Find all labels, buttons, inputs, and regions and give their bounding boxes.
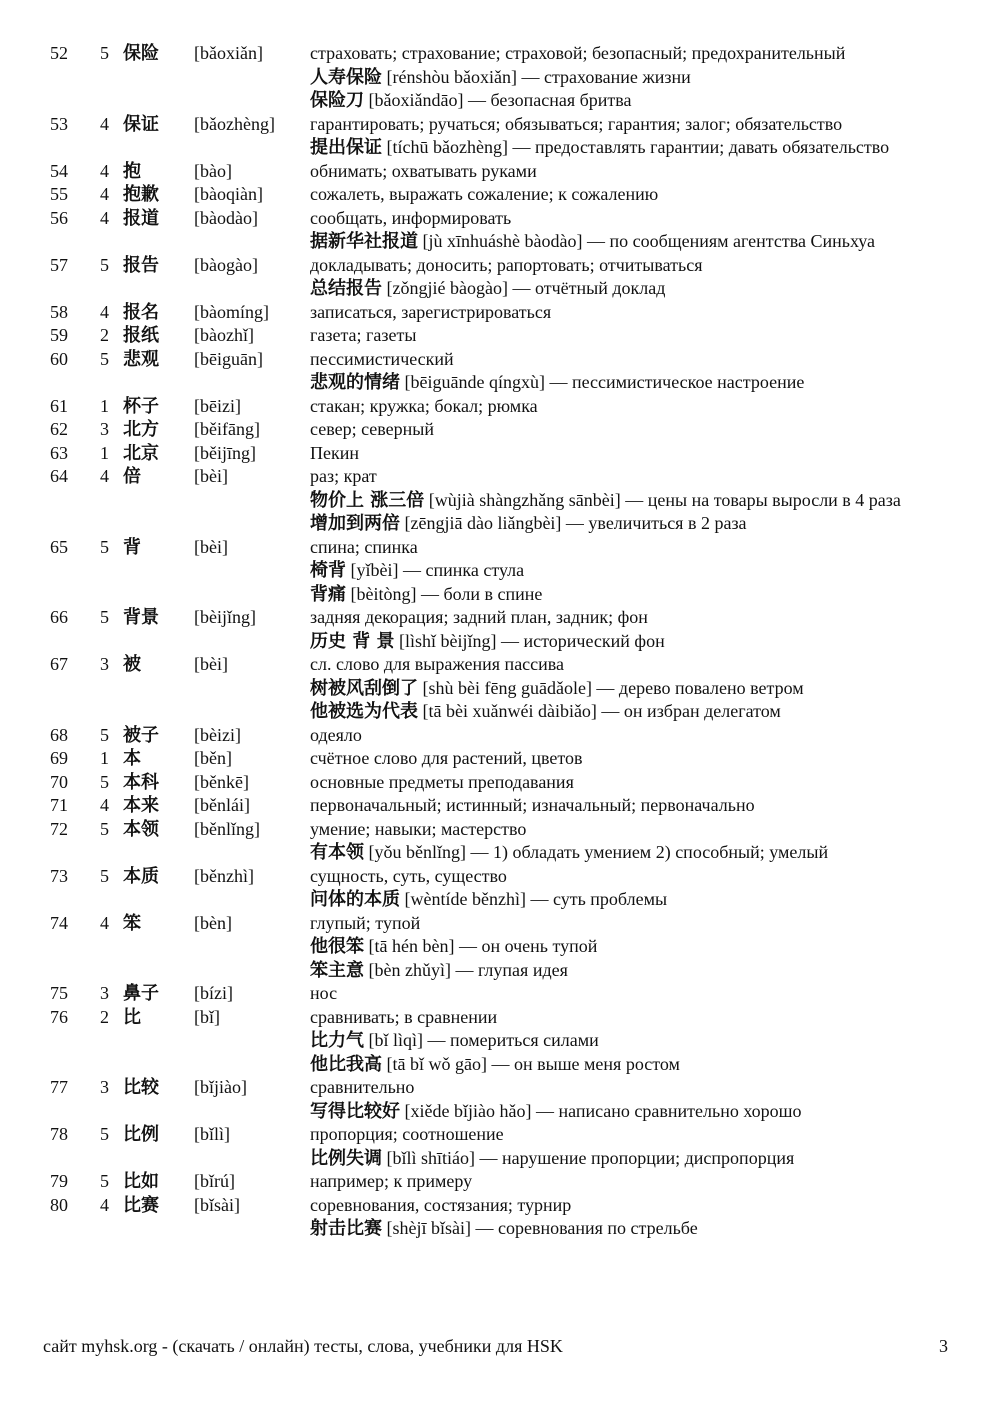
example-hanzi: 他比我高 bbox=[310, 1053, 382, 1075]
vocabulary-entry bbox=[0, 442, 990, 466]
entry-definition: докладывать; доносить; рапортовать; отчитываться bbox=[310, 254, 703, 275]
entry-definition: сущность, суть, существо bbox=[310, 865, 507, 886]
example-hanzi: 他被选为代表 bbox=[310, 701, 418, 722]
entry-pinyin: [bǐlì] bbox=[194, 1124, 230, 1144]
entry-definition: обнимать; охватывать руками bbox=[310, 160, 537, 181]
hsk-level: 4 bbox=[100, 207, 109, 228]
entry-number: 57 bbox=[50, 254, 68, 275]
entry-pinyin: [bǐjiào] bbox=[194, 1077, 247, 1097]
vocabulary-entry bbox=[0, 724, 990, 748]
entry-definition-block bbox=[310, 912, 940, 983]
entry-definition-block bbox=[310, 747, 940, 771]
example-hanzi: 背痛 bbox=[310, 583, 346, 605]
example-translation: [bèn zhǔyì] — глупая идея bbox=[364, 959, 568, 980]
example-hanzi: 比力气 bbox=[310, 1030, 364, 1051]
usage-example bbox=[310, 230, 940, 254]
entry-pinyin: [bèn] bbox=[194, 912, 232, 933]
usage-example bbox=[310, 136, 940, 160]
vocabulary-entry bbox=[0, 324, 990, 348]
entry-definition-block bbox=[310, 301, 940, 325]
vocabulary-entry bbox=[0, 1076, 990, 1123]
example-translation: [tíchū bǎozhèng] — предоставлять гарантии; давать обязательство bbox=[382, 137, 890, 157]
entry-number: 72 bbox=[50, 818, 68, 839]
vocabulary-entry bbox=[0, 160, 990, 184]
entry-definition-block bbox=[310, 1006, 940, 1077]
example-hanzi: 射击比赛 bbox=[310, 1218, 382, 1239]
example-translation: [yǐbèi] — спинка стула bbox=[346, 560, 525, 580]
vocabulary-entry bbox=[0, 1194, 990, 1241]
entry-number: 67 bbox=[50, 654, 68, 674]
entry-definition: гарантировать; ручаться; обязываться; гарантия; залог; обязательство bbox=[310, 113, 843, 134]
example-hanzi: 比例失调 bbox=[310, 1147, 382, 1169]
hsk-level: 3 bbox=[100, 983, 109, 1003]
example-translation: [wèntíde běnzhì] — суть проблемы bbox=[400, 889, 668, 909]
entry-definition-block bbox=[310, 324, 940, 348]
vocabulary-entry bbox=[0, 1123, 990, 1170]
vocabulary-list bbox=[0, 42, 990, 1241]
entry-pinyin: [bǐrú] bbox=[194, 1171, 235, 1191]
entry-definition-block bbox=[310, 207, 940, 254]
entry-number: 53 bbox=[50, 113, 68, 134]
entry-definition: Пекин bbox=[310, 442, 359, 463]
entry-hanzi: 被 bbox=[123, 654, 141, 675]
example-hanzi: 悲观的情绪 bbox=[310, 372, 400, 393]
entry-pinyin: [bèi] bbox=[194, 536, 228, 557]
example-translation: [zǒngjié bàogào] — отчётный доклад bbox=[382, 278, 666, 298]
entry-pinyin: [bǎozhèng] bbox=[194, 113, 275, 134]
usage-example bbox=[310, 512, 940, 536]
entry-definition: сообщать, информировать bbox=[310, 207, 512, 228]
usage-example bbox=[310, 959, 940, 983]
entry-pinyin: [bēizi] bbox=[194, 395, 241, 416]
entry-hanzi: 保证 bbox=[123, 113, 159, 135]
entry-definition: одеяло bbox=[310, 724, 362, 745]
hsk-level: 1 bbox=[100, 748, 109, 768]
entry-definition-block bbox=[310, 395, 940, 419]
entry-number: 69 bbox=[50, 748, 68, 768]
example-translation: [xiěde bǐjiào hǎo] — написано сравнительно хорошо bbox=[400, 1100, 802, 1121]
entry-pinyin: [bēiguān] bbox=[194, 348, 263, 369]
entry-definition: страховать; страхование; страховой; безопасный; предохранительный bbox=[310, 43, 846, 63]
usage-example bbox=[310, 277, 940, 301]
vocabulary-entry bbox=[0, 113, 990, 160]
entry-pinyin: [běnkē] bbox=[194, 771, 249, 792]
hsk-level: 1 bbox=[100, 395, 109, 416]
entry-definition-block bbox=[310, 794, 940, 818]
entry-pinyin: [běn] bbox=[194, 748, 232, 768]
example-hanzi: 有本领 bbox=[310, 842, 364, 863]
entry-number: 77 bbox=[50, 1077, 68, 1097]
entry-definition: сравнительно bbox=[310, 1077, 415, 1097]
entry-hanzi: 本来 bbox=[123, 795, 159, 816]
entry-hanzi: 报告 bbox=[123, 254, 159, 276]
entry-number: 76 bbox=[50, 1006, 68, 1027]
entry-number: 75 bbox=[50, 983, 68, 1003]
hsk-level: 1 bbox=[100, 442, 109, 463]
usage-example bbox=[310, 66, 940, 90]
example-translation: [bǐlì shītiáo] — нарушение пропорции; диспропорция bbox=[382, 1147, 795, 1168]
entry-number: 59 bbox=[50, 325, 68, 345]
entry-pinyin: [běnzhì] bbox=[194, 865, 254, 886]
example-hanzi: 物价上 涨三倍 bbox=[310, 489, 425, 511]
entry-definition-block bbox=[310, 606, 940, 653]
entry-hanzi: 本 bbox=[123, 748, 141, 769]
entry-pinyin: [bèizi] bbox=[194, 724, 241, 745]
vocabulary-entry bbox=[0, 207, 990, 254]
entry-hanzi: 报纸 bbox=[123, 325, 159, 346]
entry-definition: задняя декорация; задний план, задник; фон bbox=[310, 607, 648, 627]
entry-pinyin: [bèijǐng] bbox=[194, 607, 256, 627]
entry-hanzi: 比 bbox=[123, 1006, 141, 1028]
entry-definition-block bbox=[310, 771, 940, 795]
example-translation: [bēiguānde qíngxù] — пессимистическое настроение bbox=[400, 372, 805, 392]
example-hanzi: 问体的本质 bbox=[310, 889, 400, 910]
vocabulary-entry bbox=[0, 912, 990, 983]
entry-hanzi: 抱 bbox=[123, 160, 141, 182]
entry-definition-block bbox=[310, 113, 940, 160]
usage-example bbox=[310, 1217, 940, 1241]
entry-pinyin: [bǐsài] bbox=[194, 1194, 240, 1215]
entry-definition: счётное слово для растений, цветов bbox=[310, 748, 583, 768]
hsk-level: 3 bbox=[100, 1077, 109, 1097]
entry-definition-block bbox=[310, 183, 940, 207]
entry-definition-block bbox=[310, 818, 940, 865]
entry-definition-block bbox=[310, 1194, 940, 1241]
entry-pinyin: [bàodào] bbox=[194, 207, 258, 228]
entry-pinyin: [bǎoxiǎn] bbox=[194, 43, 263, 63]
hsk-level: 4 bbox=[100, 160, 109, 181]
hsk-level: 3 bbox=[100, 654, 109, 674]
entry-hanzi: 背景 bbox=[123, 607, 159, 628]
hsk-level: 5 bbox=[100, 818, 109, 839]
entry-definition: спина; спинка bbox=[310, 536, 418, 557]
example-translation: [bǎoxiǎndāo] — безопасная бритва bbox=[364, 90, 632, 110]
example-hanzi: 他很笨 bbox=[310, 936, 364, 957]
entry-hanzi: 比如 bbox=[123, 1171, 159, 1192]
entry-pinyin: [bèi] bbox=[194, 654, 228, 674]
entry-number: 60 bbox=[50, 348, 68, 369]
entry-hanzi: 鼻子 bbox=[123, 983, 159, 1004]
hsk-level: 4 bbox=[100, 912, 109, 933]
vocabulary-entry bbox=[0, 183, 990, 207]
usage-example bbox=[310, 1100, 940, 1124]
entry-definition-block bbox=[310, 160, 940, 184]
hsk-level: 4 bbox=[100, 113, 109, 134]
example-translation: [shù bèi fēng guādǎole] — дерево повалено ветром bbox=[418, 677, 804, 698]
hsk-level: 4 bbox=[100, 301, 109, 322]
hsk-level: 4 bbox=[100, 795, 109, 815]
entry-pinyin: [běijīng] bbox=[194, 442, 256, 463]
example-translation: [bèitòng] — боли в спине bbox=[346, 583, 543, 604]
entry-definition: пессимистический bbox=[310, 348, 454, 369]
entry-hanzi: 报名 bbox=[123, 301, 159, 323]
vocabulary-entry bbox=[0, 418, 990, 442]
entry-hanzi: 本科 bbox=[123, 771, 159, 793]
vocabulary-entry bbox=[0, 818, 990, 865]
entry-definition: основные предметы преподавания bbox=[310, 771, 574, 792]
entry-hanzi: 背 bbox=[123, 536, 141, 558]
hsk-level: 2 bbox=[100, 325, 109, 345]
hsk-level: 4 bbox=[100, 1194, 109, 1215]
usage-example bbox=[310, 1029, 940, 1053]
example-hanzi: 树被风刮倒了 bbox=[310, 677, 418, 699]
entry-number: 73 bbox=[50, 865, 68, 886]
example-translation: [tā bèi xuǎnwéi dàibiǎo] — он избран делегатом bbox=[418, 701, 781, 721]
example-translation: [yǒu běnlǐng] — 1) обладать умением 2) способный; умелый bbox=[364, 842, 829, 862]
entry-number: 66 bbox=[50, 607, 68, 627]
entry-definition: сл. слово для выражения пассива bbox=[310, 654, 565, 674]
entry-definition: газета; газеты bbox=[310, 325, 417, 345]
hsk-level: 5 bbox=[100, 254, 109, 275]
entry-definition: север; северный bbox=[310, 419, 435, 439]
example-hanzi: 写得比较好 bbox=[310, 1100, 400, 1122]
entry-pinyin: [bào] bbox=[194, 160, 232, 181]
entry-pinyin: [bàoqiàn] bbox=[194, 184, 263, 204]
entry-definition: соревнования, состязания; турнир bbox=[310, 1194, 572, 1215]
vocabulary-entry bbox=[0, 982, 990, 1006]
vocabulary-entry bbox=[0, 348, 990, 395]
entry-pinyin: [běnlái] bbox=[194, 795, 250, 815]
entry-definition-block bbox=[310, 348, 940, 395]
entry-definition-block bbox=[310, 42, 940, 113]
usage-example bbox=[310, 677, 940, 701]
vocabulary-entry bbox=[0, 865, 990, 912]
usage-example bbox=[310, 89, 940, 113]
entry-definition-block bbox=[310, 982, 940, 1006]
entry-hanzi: 北京 bbox=[123, 442, 159, 464]
vocabulary-entry bbox=[0, 794, 990, 818]
usage-example bbox=[310, 583, 940, 607]
entry-number: 64 bbox=[50, 466, 68, 486]
example-hanzi: 保险刀 bbox=[310, 90, 364, 111]
usage-example bbox=[310, 489, 940, 513]
entry-hanzi: 比赛 bbox=[123, 1194, 159, 1216]
usage-example bbox=[310, 888, 940, 912]
example-translation: [jù xīnhuáshè bàodào] — по сообщениям агентства Синьхуа bbox=[418, 231, 876, 251]
entry-hanzi: 抱歉 bbox=[123, 184, 159, 205]
entry-definition: глупый; тупой bbox=[310, 912, 421, 933]
example-hanzi: 人寿保险 bbox=[310, 66, 382, 88]
entry-definition-block bbox=[310, 418, 940, 442]
example-translation: [rénshòu bǎoxiǎn] — страхование жизни bbox=[382, 66, 691, 87]
example-hanzi: 提出保证 bbox=[310, 137, 382, 158]
hsk-level: 2 bbox=[100, 1006, 109, 1027]
entry-pinyin: [bǐ] bbox=[194, 1006, 220, 1027]
entry-hanzi: 比较 bbox=[123, 1077, 159, 1098]
entry-number: 74 bbox=[50, 912, 68, 933]
entry-definition: записаться, зарегистрироваться bbox=[310, 301, 552, 322]
entry-pinyin: [bèi] bbox=[194, 466, 228, 486]
entry-definition-block bbox=[310, 1076, 940, 1123]
entry-hanzi: 报道 bbox=[123, 207, 159, 229]
entry-pinyin: [bízi] bbox=[194, 983, 233, 1003]
entry-pinyin: [bàomíng] bbox=[194, 301, 269, 322]
entry-number: 56 bbox=[50, 207, 68, 228]
example-translation: [shèjī bǐsài] — соревнования по стрельбе bbox=[382, 1218, 698, 1238]
example-translation: [wùjià shàngzhǎng sānbèi] — цены на товары выросли в 4 раза bbox=[424, 489, 901, 510]
example-translation: [bǐ lìqì] — помериться силами bbox=[364, 1030, 599, 1050]
entry-number: 70 bbox=[50, 771, 68, 792]
hsk-level: 5 bbox=[100, 1124, 109, 1144]
entry-number: 71 bbox=[50, 795, 68, 815]
example-translation: [tā bǐ wǒ gāo] — он выше меня ростом bbox=[382, 1053, 680, 1074]
example-hanzi: 总结报告 bbox=[310, 278, 382, 299]
page-footer bbox=[43, 1336, 948, 1357]
vocabulary-entry bbox=[0, 653, 990, 724]
example-translation: [tā hén bèn] — он очень тупой bbox=[364, 936, 598, 956]
entry-pinyin: [běnlǐng] bbox=[194, 818, 260, 839]
entry-hanzi: 倍 bbox=[123, 466, 141, 487]
usage-example bbox=[310, 841, 940, 865]
entry-definition-block bbox=[310, 865, 940, 912]
entry-number: 52 bbox=[50, 43, 68, 63]
entry-hanzi: 比例 bbox=[123, 1124, 159, 1145]
entry-number: 54 bbox=[50, 160, 68, 181]
entry-hanzi: 本领 bbox=[123, 818, 159, 840]
entry-hanzi: 本质 bbox=[123, 865, 159, 887]
entry-number: 62 bbox=[50, 419, 68, 439]
hsk-level: 5 bbox=[100, 865, 109, 886]
entry-pinyin: [běifāng] bbox=[194, 419, 260, 439]
example-translation: [zēngjiā dào liǎngbèi] — увеличиться в 2 раза bbox=[400, 513, 747, 533]
entry-hanzi: 杯子 bbox=[123, 395, 159, 417]
usage-example bbox=[310, 630, 940, 654]
example-hanzi: 笨主意 bbox=[310, 959, 364, 981]
entry-definition: раз; крат bbox=[310, 466, 377, 486]
hsk-level: 4 bbox=[100, 184, 109, 204]
entry-hanzi: 北方 bbox=[123, 419, 159, 440]
vocabulary-entry bbox=[0, 42, 990, 113]
entry-number: 55 bbox=[50, 184, 68, 204]
entry-definition: стакан; кружка; бокал; рюмка bbox=[310, 395, 538, 416]
example-translation: [lìshǐ bèijǐng] — исторический фон bbox=[394, 630, 665, 651]
vocabulary-entry bbox=[0, 747, 990, 771]
hsk-level: 5 bbox=[100, 1171, 109, 1191]
usage-example bbox=[310, 1053, 940, 1077]
hsk-level: 5 bbox=[100, 43, 109, 63]
entry-hanzi: 笨 bbox=[123, 912, 141, 934]
entry-number: 61 bbox=[50, 395, 68, 416]
usage-example bbox=[310, 700, 940, 724]
vocabulary-entry bbox=[0, 1170, 990, 1194]
entry-number: 79 bbox=[50, 1171, 68, 1191]
entry-definition-block bbox=[310, 465, 940, 536]
entry-definition: нос bbox=[310, 983, 338, 1003]
hsk-level: 5 bbox=[100, 348, 109, 369]
entry-definition: сравнивать; в сравнении bbox=[310, 1006, 498, 1027]
footer-site-text: сайт myhsk.org - (скачать / онлайн) тесты, слова, учебники для HSK bbox=[43, 1336, 563, 1356]
example-hanzi: 历史 背 景 bbox=[310, 630, 395, 652]
entry-definition-block bbox=[310, 1170, 940, 1194]
hsk-level: 3 bbox=[100, 419, 109, 439]
vocabulary-entry bbox=[0, 606, 990, 653]
entry-definition: сожалеть, выражать сожаление; к сожалению bbox=[310, 184, 659, 204]
vocabulary-entry bbox=[0, 301, 990, 325]
entry-number: 80 bbox=[50, 1194, 68, 1215]
entry-number: 78 bbox=[50, 1124, 68, 1144]
vocabulary-entry bbox=[0, 536, 990, 607]
usage-example bbox=[310, 1147, 940, 1171]
entry-hanzi: 悲观 bbox=[123, 348, 159, 370]
entry-definition-block bbox=[310, 724, 940, 748]
vocabulary-entry bbox=[0, 254, 990, 301]
vocabulary-entry bbox=[0, 771, 990, 795]
entry-definition-block bbox=[310, 653, 940, 724]
entry-pinyin: [bàogào] bbox=[194, 254, 258, 275]
entry-definition: умение; навыки; мастерство bbox=[310, 818, 527, 839]
entry-number: 65 bbox=[50, 536, 68, 557]
entry-hanzi: 保险 bbox=[123, 43, 159, 64]
entry-definition: например; к примеру bbox=[310, 1171, 473, 1191]
example-hanzi: 椅背 bbox=[310, 560, 346, 581]
entry-hanzi: 被子 bbox=[123, 724, 159, 746]
vocabulary-entry bbox=[0, 395, 990, 419]
example-hanzi: 据新华社报道 bbox=[310, 231, 418, 252]
hsk-level: 4 bbox=[100, 466, 109, 486]
entry-definition-block bbox=[310, 254, 940, 301]
entry-definition-block bbox=[310, 442, 940, 466]
entry-number: 63 bbox=[50, 442, 68, 463]
hsk-level: 5 bbox=[100, 607, 109, 627]
vocabulary-entry bbox=[0, 1006, 990, 1077]
vocabulary-entry bbox=[0, 465, 990, 536]
usage-example bbox=[310, 371, 940, 395]
example-hanzi: 增加到两倍 bbox=[310, 513, 400, 534]
entry-number: 68 bbox=[50, 724, 68, 745]
entry-definition: первоначальный; истинный; изначальный; первоначально bbox=[310, 795, 755, 815]
hsk-level: 5 bbox=[100, 771, 109, 792]
entry-number: 58 bbox=[50, 301, 68, 322]
hsk-level: 5 bbox=[100, 536, 109, 557]
entry-definition-block bbox=[310, 1123, 940, 1170]
usage-example bbox=[310, 559, 940, 583]
entry-pinyin: [bàozhǐ] bbox=[194, 325, 254, 345]
entry-definition: пропорция; соотношение bbox=[310, 1124, 504, 1144]
entry-definition-block bbox=[310, 536, 940, 607]
usage-example bbox=[310, 935, 940, 959]
page-number: 3 bbox=[939, 1336, 948, 1356]
hsk-level: 5 bbox=[100, 724, 109, 745]
